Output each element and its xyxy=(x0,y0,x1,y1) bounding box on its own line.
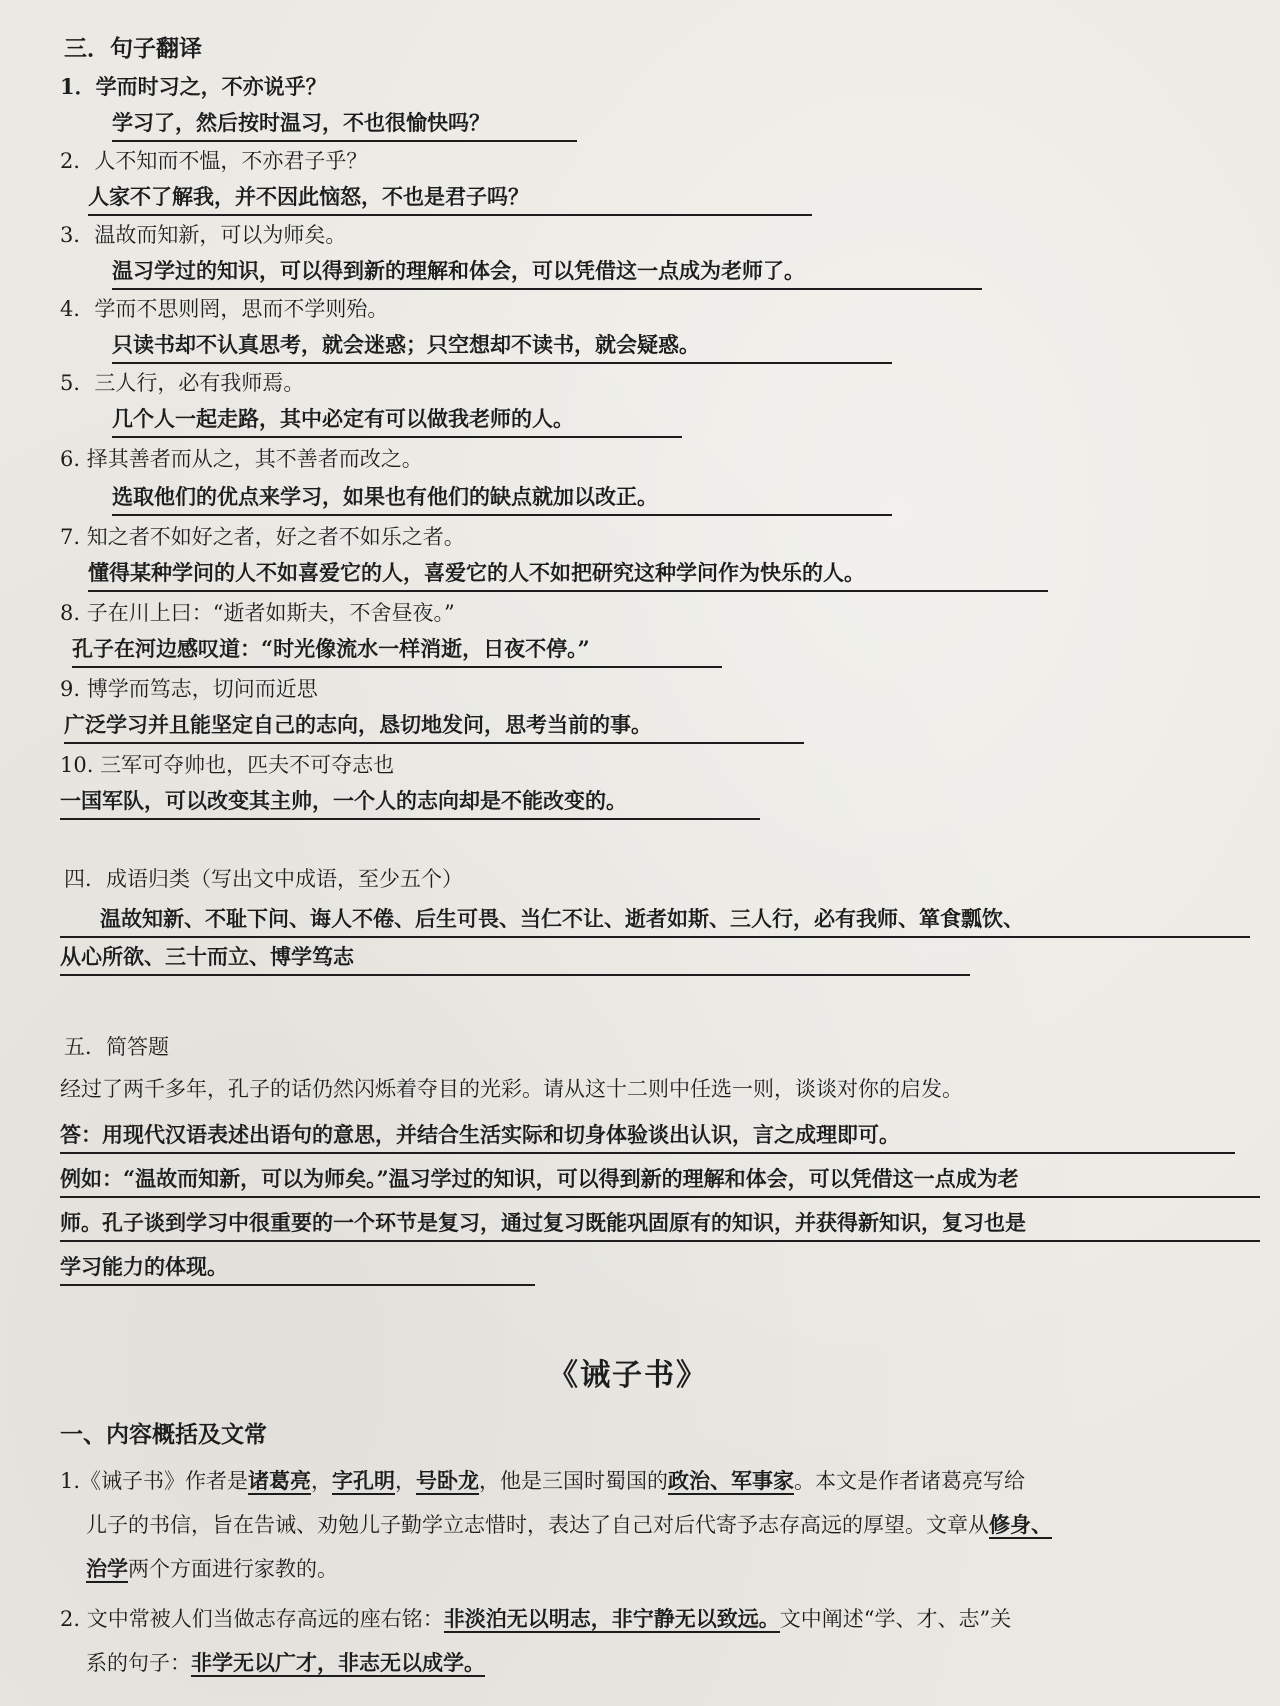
example-line-2: 师。孔子谈到学习中很重要的一个环节是复习，通过复习既能巩固原有的知识，并获得新知识，复习也是 xyxy=(60,1208,1260,1242)
sentence-10: 10. 三军可夺帅也，匹夫不可夺志也 xyxy=(60,753,395,777)
p2-text-1: 2. 文中常被人们当做志存高远的座右铭： xyxy=(60,1607,444,1631)
translation-10: 一国军队，可以改变其主帅，一个人的志向却是不能改变的。 xyxy=(60,786,760,820)
translation-2: 人家不了解我，并不因此恼怒，不也是君子吗？ xyxy=(88,182,812,216)
part1-heading: 一、内容概括及文常 xyxy=(60,1421,267,1448)
art-name: 号卧龙 xyxy=(416,1468,480,1493)
p1-text-5: 。本文是作者诸葛亮写给 xyxy=(794,1469,1026,1493)
paragraph-2-line-1 xyxy=(60,1604,1011,1634)
sentence-1: 1．学而时习之，不亦说乎？ xyxy=(60,74,327,99)
translation-8: 孔子在河边感叹道：“时光像流水一样消逝，日夜不停。” xyxy=(72,634,722,668)
translation-5: 几个人一起走路，其中必定有可以做我老师的人。 xyxy=(112,404,682,438)
author-role: 政治、军事家 xyxy=(668,1468,795,1493)
translation-4: 只读书却不认真思考，就会迷惑；只空想却不读书，就会疑惑。 xyxy=(112,330,892,364)
answer-text: 答：用现代汉语表述出语句的意思，并结合生活实际和切身体验谈出认识，言之成理即可。 xyxy=(60,1120,1235,1154)
sentence-3: 3．温故而知新，可以为师矣。 xyxy=(60,223,347,247)
translation-9: 广泛学习并且能坚定自己的志向，恳切地发问，思考当前的事。 xyxy=(64,710,804,744)
p1-text-1: 1.《诫子书》作者是 xyxy=(60,1469,249,1493)
translation-6: 选取他们的优点来学习，如果也有他们的缺点就加以改正。 xyxy=(112,482,892,516)
paragraph-1-line-1 xyxy=(60,1466,1025,1496)
p1-text-4: ，他是三国时蜀国的 xyxy=(479,1469,669,1493)
sentence-9: 9. 博学而笃志，切问而近思 xyxy=(60,677,318,701)
section3-heading: 三．句子翻译 xyxy=(64,35,202,62)
p1-text-6: 儿子的书信，旨在告诫、劝勉儿子勤学立志惜时，表达了自己对后代寄予志存高远的厚望。文章从 xyxy=(86,1513,989,1537)
document-title: 《诫子书》 xyxy=(548,1358,708,1393)
question-text: 经过了两千多年，孔子的话仍然闪烁着夺目的光彩。请从这十二则中任选一则，谈谈对你的启发。 xyxy=(60,1077,963,1101)
p2-text-2: 文中阐述“学、才、志”关 xyxy=(779,1607,1012,1631)
example-line-3: 学习能力的体现。 xyxy=(60,1252,535,1286)
courtesy-name: 字孔明 xyxy=(332,1468,396,1493)
translation-3: 温习学过的知识，可以得到新的理解和体会，可以凭借这一点成为老师了。 xyxy=(112,256,982,290)
example-line-1: 例如：“温故而知新，可以为师矣。”温习学过的知识，可以得到新的理解和体会，可以凭借这一点成为老 xyxy=(60,1164,1260,1198)
idioms-line-2: 从心所欲、三十而立、博学笃志 xyxy=(60,942,970,976)
sentence-5: 5．三人行，必有我师焉。 xyxy=(60,371,305,395)
p1-text-3: ， xyxy=(395,1469,417,1493)
author-name: 诸葛亮 xyxy=(248,1468,312,1493)
sentence-2: 2．人不知而不愠，不亦君子乎？ xyxy=(60,149,368,173)
p1-text-2: ， xyxy=(311,1469,333,1493)
translation-7: 懂得某种学问的人不如喜爱它的人，喜爱它的人不如把研究这种学问作为快乐的人。 xyxy=(88,558,1048,592)
aspect-xiushen: 修身、 xyxy=(989,1512,1052,1537)
p1-text-7: 两个方面进行家教的。 xyxy=(128,1557,338,1581)
section4-heading: 四．成语归类（写出文中成语，至少五个） xyxy=(64,867,463,891)
sentence-6: 6. 择其善者而从之，其不善者而改之。 xyxy=(60,447,423,471)
section5-heading: 五．简答题 xyxy=(64,1035,169,1059)
translation-1: 学习了，然后按时温习，不也很愉快吗？ xyxy=(112,108,577,142)
sentence-8: 8. 子在川上曰：“逝者如斯夫，不舍昼夜。” xyxy=(60,601,455,625)
idioms-line-1: 温故知新、不耻下问、诲人不倦、后生可畏、当仁不让、逝者如斯、三人行，必有我师、箪食瓢饮、 xyxy=(60,904,1250,938)
motto-answer: 非淡泊无以明志，非宁静无以致远。 xyxy=(443,1606,780,1631)
sentence-7: 7. 知之者不如好之者，好之者不如乐之者。 xyxy=(60,525,465,549)
paragraph-1-line-2 xyxy=(86,1510,1052,1540)
p2-text-3: 系的句子： xyxy=(86,1651,191,1675)
aspect-zhixue: 治学 xyxy=(86,1556,128,1581)
paragraph-1-line-3 xyxy=(86,1554,338,1584)
paragraph-2-line-2 xyxy=(86,1648,485,1678)
relation-answer: 非学无以广才，非志无以成学。 xyxy=(191,1650,485,1675)
sentence-4: 4．学而不思则罔，思而不学则殆。 xyxy=(60,297,389,321)
